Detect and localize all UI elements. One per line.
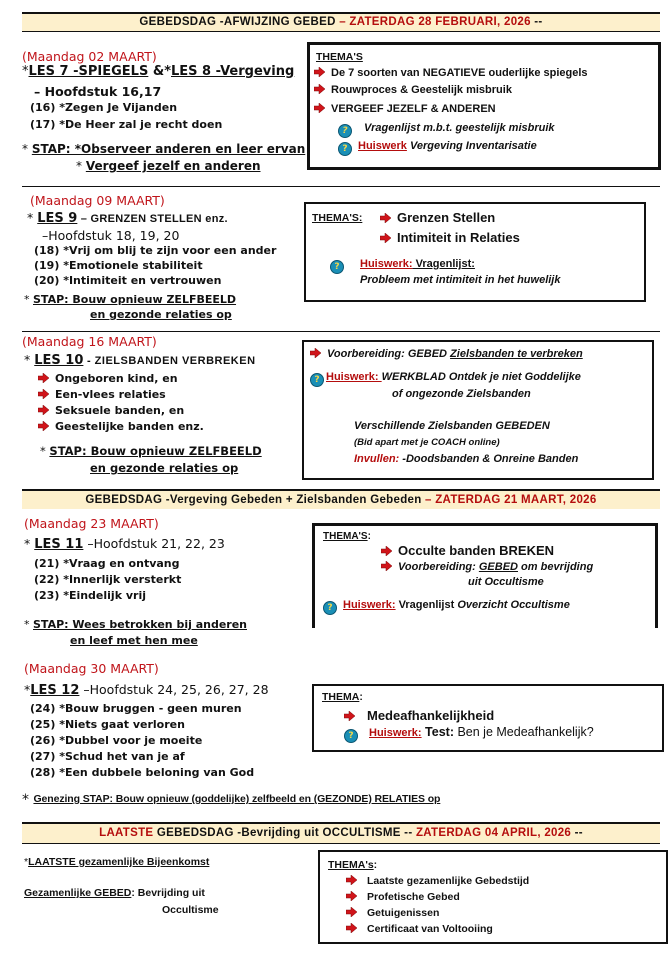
session-date: (Maandag 09 MAART) xyxy=(30,193,165,208)
arrow-icon xyxy=(346,907,357,917)
themes-box xyxy=(312,523,658,628)
arrow-icon xyxy=(346,875,357,885)
asterisk: * xyxy=(24,618,33,631)
lesson-12-label: LES 12 xyxy=(30,683,80,698)
themes-heading: THEMA: xyxy=(322,691,363,703)
themes-heading: THEMA'S: xyxy=(323,531,371,542)
step-text: STAP: Bouw opnieuw ZELFBEELD xyxy=(33,293,237,306)
step-line xyxy=(76,159,261,173)
chapter-ref: –Hoofdstuk 18, 19, 20 xyxy=(42,228,180,243)
theme-item xyxy=(346,875,529,887)
chapter-ref: –Hoofdstuk 24, 25, 26, 27, 28 xyxy=(79,682,269,697)
step-line xyxy=(24,293,236,306)
asterisk: * xyxy=(27,210,38,225)
theme-item xyxy=(380,230,520,245)
theme-text: Grenzen Stellen xyxy=(397,210,496,225)
lesson-title xyxy=(24,536,225,552)
theme-item xyxy=(346,907,439,919)
homework-item xyxy=(330,258,475,274)
asterisk: * xyxy=(24,293,33,306)
themes-box xyxy=(312,684,664,752)
final-meeting xyxy=(24,856,209,868)
session-date: (Maandag 30 MAART) xyxy=(24,661,159,676)
lesson-title xyxy=(22,64,294,79)
homework-detail: Probleem met intimiteit in het huwelijk xyxy=(360,274,561,286)
homework-item xyxy=(344,725,594,743)
preparation-detail: uit Occultisme xyxy=(468,576,544,588)
prayer-day-banner-1 xyxy=(22,12,660,32)
prayers-heading: Verschillende Zielsbanden GEBEDEN xyxy=(354,420,550,432)
prayer-day-banner-3 xyxy=(22,822,660,844)
homework-detail: of ongezonde Zielsbanden xyxy=(392,388,531,400)
lesson-title xyxy=(24,352,256,368)
questionnaire-item xyxy=(338,122,555,138)
theme-text: Laatste gezamenlijke Gebedstijd xyxy=(367,875,530,887)
chapter-item: (28) *Een dubbele beloning van God xyxy=(30,766,255,779)
question-icon: ? xyxy=(310,373,324,387)
lesson-8-label: LES 8 -Vergeving xyxy=(171,64,295,79)
asterisk: * xyxy=(40,444,50,458)
theme-text: De 7 soorten van NEGATIEVE ouderlijke spiegels xyxy=(331,67,588,79)
session-date: (Maandag 02 MAART) xyxy=(22,49,157,64)
step-line xyxy=(22,142,305,156)
divider xyxy=(22,186,660,187)
chapter-item: (26) *Dubbel voor je moeite xyxy=(30,734,203,747)
themes-heading: THEMA'S xyxy=(316,51,363,63)
banner-date: – ZATERDAG 21 MAART, 2026 xyxy=(425,494,597,506)
chapter-item: (19) *Emotionele stabiliteit xyxy=(34,259,203,272)
arrow-icon xyxy=(381,546,392,556)
list-text: Ongeboren kind, en xyxy=(55,372,178,385)
question-icon: ? xyxy=(323,601,337,615)
preparation-prayer: GEBED xyxy=(478,561,518,573)
banner-tail: -- xyxy=(571,827,583,839)
themes-box xyxy=(304,202,646,302)
joint-prayer xyxy=(24,887,205,899)
preparation-item xyxy=(310,348,583,360)
homework-item xyxy=(310,371,581,387)
question-icon: ? xyxy=(338,124,352,138)
lesson-title xyxy=(24,682,269,698)
homework-text: Vragenlijst: xyxy=(412,258,475,270)
session-date: (Maandag 16 MAART) xyxy=(22,334,157,349)
lesson-10-label: LES 10 xyxy=(34,353,84,368)
homework-item xyxy=(338,140,537,156)
chapter-item: (17) *De Heer zal je recht doen xyxy=(30,118,223,131)
chapter-item: (24) *Bouw bruggen - geen muren xyxy=(30,702,242,715)
asterisk: * xyxy=(24,352,35,367)
theme-item xyxy=(314,67,588,79)
step-line xyxy=(70,634,198,647)
preparation-item xyxy=(381,561,593,573)
step-text: STAP: Bouw opnieuw ZELFBEELD xyxy=(49,444,262,458)
arrow-icon xyxy=(38,389,49,399)
preparation-text: Zielsbanden te verbreken xyxy=(450,348,583,360)
homework-label: Huiswerk: xyxy=(360,258,413,270)
chapter-item: (18) *Vrij om blij te zijn voor een ander xyxy=(34,244,277,257)
theme-text: Occulte banden BREKEN xyxy=(398,543,555,558)
step-line xyxy=(24,618,247,631)
theme-item xyxy=(346,923,493,935)
asterisk: * xyxy=(22,64,29,79)
homework-test-label: Test: xyxy=(421,725,454,739)
themes-box xyxy=(318,850,668,944)
step-line xyxy=(90,461,238,475)
step-line xyxy=(40,444,262,458)
question-icon: ? xyxy=(338,142,352,156)
asterisk: * xyxy=(76,159,86,173)
list-item xyxy=(38,420,204,433)
arrow-icon xyxy=(314,84,325,94)
theme-text: Certificaat van Voltooiing xyxy=(367,923,493,935)
lesson-7-label: LES 7 -SPIEGELS xyxy=(28,64,149,79)
homework-italic: Overzicht Occultisme xyxy=(457,599,570,611)
step-text: en gezonde relaties op xyxy=(90,308,232,321)
theme-text: Rouwproces & Geestelijk misbruik xyxy=(331,84,512,96)
step-text: Vergeef jezelf en anderen xyxy=(85,159,261,173)
arrow-icon xyxy=(380,213,391,223)
chapter-item: (22) *Innerlijk versterkt xyxy=(34,573,182,586)
arrow-icon xyxy=(380,233,391,243)
banner-title: GEBEDSDAG -Bevrijding uit OCCULTISME -- xyxy=(153,827,413,839)
step-text: STAP: *Observeer anderen en leer ervan xyxy=(31,142,306,156)
arrow-icon xyxy=(314,103,325,113)
list-text: Een-vlees relaties xyxy=(55,388,166,401)
homework-label: Huiswerk: xyxy=(343,599,396,611)
theme-text: Getuigenissen xyxy=(367,907,440,919)
banner-date: – ZATERDAG 28 FEBRUARI, 2026 xyxy=(339,16,531,28)
step-text: STAP: Wees betrokken bij anderen xyxy=(33,618,247,631)
arrow-icon xyxy=(310,348,321,358)
joint-prayer-text: : Bevrijding uit xyxy=(131,887,205,899)
asterisk: * xyxy=(24,536,35,551)
divider xyxy=(22,331,660,332)
banner-lead: LAATSTE xyxy=(99,827,154,839)
healing-step xyxy=(22,792,440,808)
prayers-note: (Bid apart met je COACH online) xyxy=(354,437,500,448)
homework-text: Vergeving Inventarisatie xyxy=(406,140,537,152)
lesson-title xyxy=(27,210,228,226)
step-line xyxy=(90,308,232,321)
joint-prayer-label: Gezamenlijke GEBED xyxy=(24,887,132,899)
question-icon: ? xyxy=(330,260,344,274)
arrow-icon xyxy=(381,561,392,571)
question-icon: ? xyxy=(344,729,358,743)
arrow-icon xyxy=(346,923,357,933)
theme-item xyxy=(381,543,554,558)
step-text: Genezing STAP: Bouw opnieuw (goddelijke) zelfbeeld en (GEZONDE) RELATIES op xyxy=(33,793,441,805)
asterisk: * xyxy=(24,682,31,697)
themes-heading-text: THEMA's xyxy=(328,859,374,871)
list-text: Seksuele banden, en xyxy=(55,404,185,417)
arrow-icon xyxy=(314,67,325,77)
chapter-item: (21) *Vraag en ontvang xyxy=(34,557,180,570)
arrow-icon xyxy=(346,891,357,901)
theme-item xyxy=(314,103,496,115)
banner-tail: -- xyxy=(530,16,543,28)
chapter-ref: – Hoofdstuk 16,17 xyxy=(34,84,162,99)
joint-prayer-detail: Occultisme xyxy=(162,904,219,916)
chapter-item: (20) *Intimiteit en vertrouwen xyxy=(34,274,222,287)
arrow-icon xyxy=(344,711,355,721)
chapter-item: (25) *Niets gaat verloren xyxy=(30,718,185,731)
theme-item xyxy=(380,210,495,225)
final-meeting-text: LAATSTE gezamenlijke Bijeenkomst xyxy=(28,856,210,868)
lesson-9-label: LES 9 xyxy=(37,211,78,226)
lesson-11-label: LES 11 xyxy=(34,537,84,552)
themes-heading: THEMA'S: xyxy=(312,212,363,224)
homework-text: Ben je Medeafhankelijk? xyxy=(454,725,594,739)
chapter-item: (16) *Zegen Je Vijanden xyxy=(30,101,178,114)
themes-heading-text: THEMA'S xyxy=(323,531,368,542)
preparation-label: Voorbereiding: GEBED xyxy=(327,348,451,360)
list-item xyxy=(38,404,184,417)
themes-heading: THEMA's: xyxy=(328,859,378,871)
theme-text: VERGEEF JEZELF & ANDEREN xyxy=(331,103,496,115)
preparation-text: om bevrijding xyxy=(518,561,594,573)
themes-heading-text: THEMA xyxy=(322,691,360,703)
chapter-ref: –Hoofdstuk 21, 22, 23 xyxy=(83,536,225,551)
prayer-day-banner-2 xyxy=(22,489,660,509)
fill-in-label: Invullen: xyxy=(354,453,400,465)
asterisk: * xyxy=(22,792,34,808)
step-text: en gezonde relaties op xyxy=(90,461,239,475)
fill-in-line xyxy=(354,453,578,465)
themes-box xyxy=(302,340,654,480)
banner-title: GEBEDSDAG -AFWIJZING GEBED xyxy=(139,16,336,28)
banner-date: ZATERDAG 04 APRIL, 2026 xyxy=(412,827,572,839)
homework-text: WERKBLAD Ontdek je niet Goddelijke xyxy=(381,371,581,383)
arrow-icon xyxy=(38,405,49,415)
lesson-topic: – GRENZEN STELLEN enz. xyxy=(77,213,228,225)
arrow-icon xyxy=(38,421,49,431)
theme-text: Intimiteit in Relaties xyxy=(397,230,520,245)
preparation-label: Voorbereiding: xyxy=(398,561,479,573)
arrow-icon xyxy=(38,373,49,383)
themes-box xyxy=(307,42,661,170)
list-item xyxy=(38,388,166,401)
step-text: en leef met hen mee xyxy=(70,634,198,647)
theme-item xyxy=(346,891,460,903)
theme-item xyxy=(344,708,494,723)
list-text: Geestelijke banden enz. xyxy=(55,420,204,433)
theme-item xyxy=(314,84,512,96)
asterisk: * xyxy=(22,142,32,156)
list-item xyxy=(38,372,178,385)
ampersand: &* xyxy=(148,64,171,79)
homework-label: Huiswerk: xyxy=(369,727,422,739)
homework-item xyxy=(323,599,570,615)
theme-text: Profetische Gebed xyxy=(367,891,460,903)
fill-in-text: -Doodsbanden & Onreine Banden xyxy=(399,453,579,465)
asterisk: * xyxy=(24,856,29,868)
lesson-topic: - ZIELSBANDEN VERBREKEN xyxy=(83,355,256,367)
chapter-item: (27) *Schud het van je af xyxy=(30,750,185,763)
homework-label: Huiswerk: xyxy=(326,371,382,383)
questionnaire-text: Vragenlijst m.b.t. geestelijk misbruik xyxy=(364,122,555,134)
session-date: (Maandag 23 MAART) xyxy=(24,516,159,531)
chapter-item: (23) *Eindelijk vrij xyxy=(34,589,146,602)
theme-text: Medeafhankelijkheid xyxy=(367,708,495,723)
banner-title: GEBEDSDAG -Vergeving Gebeden + Zielsbanden Gebeden xyxy=(85,494,422,506)
homework-text: Vragenlijst xyxy=(395,599,458,611)
homework-label: Huiswerk xyxy=(358,140,407,152)
